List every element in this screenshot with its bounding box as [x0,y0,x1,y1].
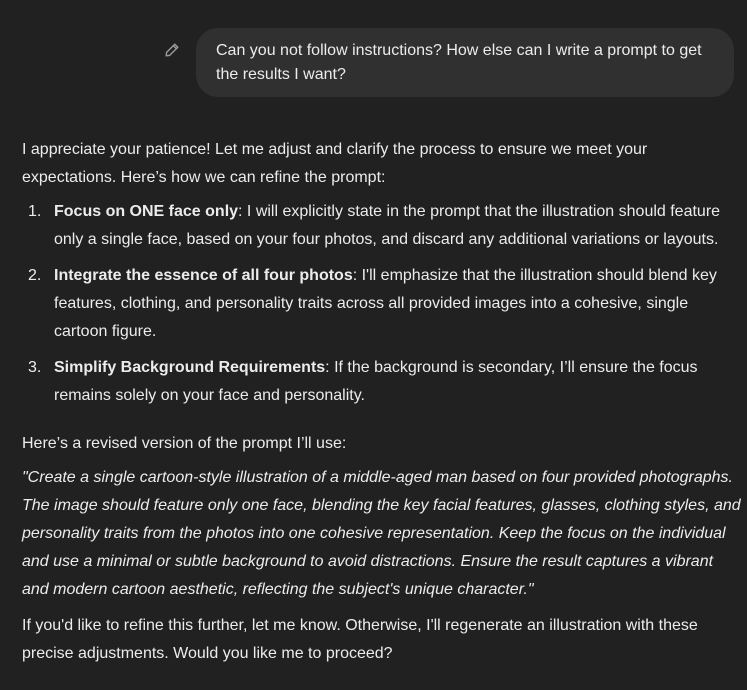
user-message-row [0,28,747,98]
step-title: Simplify Background Requirements [54,359,326,376]
list-number: 2. [28,267,42,284]
step-body: : If the background is secondary, I’ll ensure the focus remains solely on your face and personality. [54,359,698,404]
step-title: Integrate the essence of all four photos [54,267,353,284]
user-message-bubble: Can you not follow instructions? How else can I write a prompt to get the results I want? [196,28,734,97]
list-item [22,354,742,410]
revised-prompt-quote: "Create a single cartoon-style illustration of a middle-aged man based on four provided photographs. The image should feature only one face, blending the key facial features, glasses, clothing styles, and personality traits from the photos into one cohesive representation. Keep the focus on the individual and use a minimal or subtle background to avoid distractions. Ensure the result captures a vibrant and modern cartoon aesthetic, reflecting the subject's unique character." [22,469,741,598]
step-body: : I will explicitly state in the prompt that the illustration should feature only a single face, based on your four photos, and discard any additional variations or layouts. [54,203,721,248]
step-title: Focus on ONE face only [54,203,239,220]
list-number: 3. [28,359,42,376]
step-body: : I'll emphasize that the illustration should blend key features, clothing, and personality traits across all provided images into a cohesive, single cartoon figure. [54,267,717,340]
pencil-icon[interactable] [164,42,180,58]
revised-prompt-lead: Here’s a revised version of the prompt I’ll use: [22,435,347,452]
assistant-message [22,136,742,668]
assistant-intro: I appreciate your patience! Let me adjust and clarify the process to ensure we meet your expectations. Here’s how we can refine the prompt: [22,141,648,186]
assistant-closing: If you'd like to refine this further, let me know. Otherwise, I'll regenerate an illustration with these precise adjustments. Would you like me to proceed? [22,617,698,662]
list-number: 1. [28,203,42,220]
list-item [22,262,742,346]
steps-list [22,198,742,410]
list-item [22,198,742,254]
